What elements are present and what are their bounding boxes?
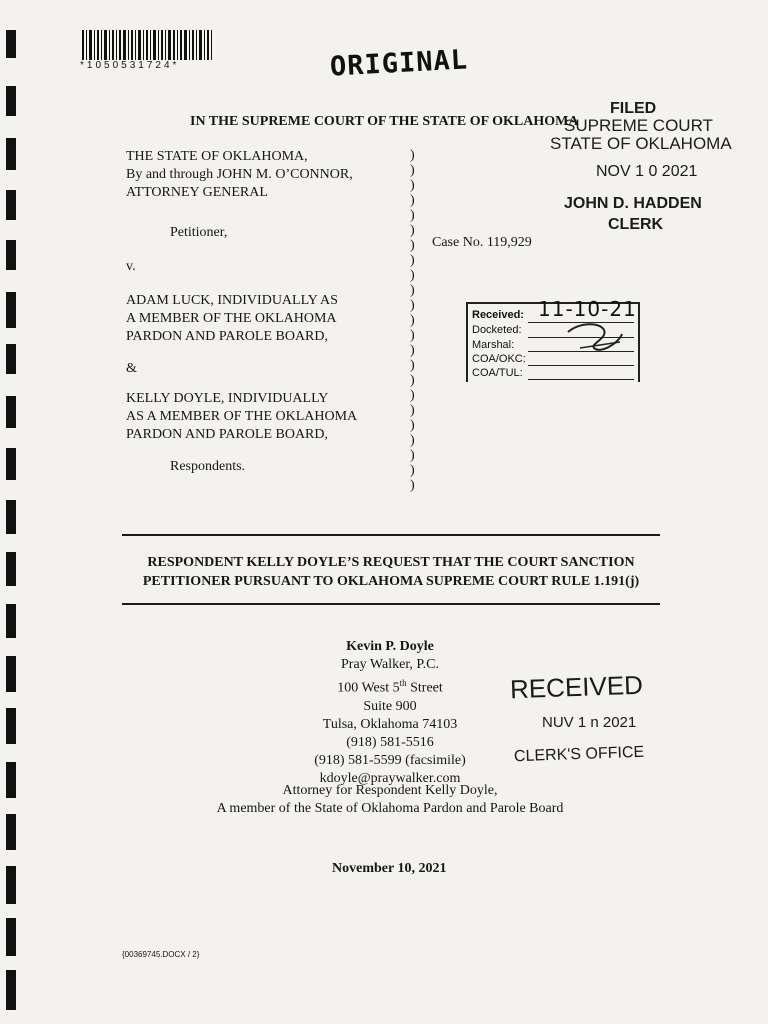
resp2-line1: KELLY DOYLE, INDIVIDUALLY: [126, 391, 329, 406]
court-heading: IN THE SUPREME COURT OF THE STATE OF OKLAHOMA: [190, 114, 579, 129]
received-stamp-title: RECEIVED: [509, 669, 644, 705]
filed-court: SUPREME COURT: [564, 116, 713, 135]
barcode-number: *1050531724*: [80, 60, 180, 71]
handwritten-initials: [560, 318, 630, 358]
attorney-email: kdoyle@praywalker.com: [319, 770, 461, 786]
docketed-label: Docketed:: [472, 324, 522, 336]
title-rule-top: [122, 534, 660, 536]
original-stamp: ORIGINAL: [329, 44, 469, 83]
attorney-fax: (918) 581-5599 (facsimile): [314, 752, 466, 768]
barcode: [82, 30, 212, 60]
filed-date: NOV 1 0 2021: [596, 163, 698, 180]
barcode-bars: [82, 30, 212, 60]
margin-mark: [6, 292, 16, 328]
margin-mark: [6, 448, 16, 480]
coa-okc-label: COA/OKC:: [472, 353, 526, 365]
title-line1: RESPONDENT KELLY DOYLE’S REQUEST THAT THE COURT SANCTION: [147, 555, 635, 570]
respondent-role: Respondents.: [170, 459, 246, 474]
margin-mark: [6, 918, 16, 956]
margin-mark: [6, 656, 16, 692]
margin-mark: [6, 708, 16, 744]
margin-mark: [6, 138, 16, 170]
margin-mark: [6, 866, 16, 904]
petitioner-line1: THE STATE OF OKLAHOMA,: [126, 149, 308, 164]
coa-tul-label: COA/TUL:: [472, 367, 523, 379]
petitioner-role: Petitioner,: [170, 225, 228, 240]
margin-mark: [6, 396, 16, 428]
resp1-line2: A MEMBER OF THE OKLAHOMA: [126, 311, 337, 326]
filed-clerk: CLERK: [608, 216, 664, 233]
docket-stamp: [466, 297, 640, 382]
filed-clerk-name: JOHN D. HADDEN: [564, 195, 702, 212]
title-line2: PETITIONER PURSUANT TO OKLAHOMA SUPREME COURT RULE 1.191(j): [142, 574, 640, 589]
margin-mark: [6, 190, 16, 220]
margin-mark: [6, 344, 16, 374]
attorney-phone: (918) 581-5516: [346, 734, 434, 750]
marshal-label: Marshal:: [472, 339, 515, 351]
margin-mark: [6, 604, 16, 638]
caption-divider: ) ) ) ) ) ) ) ) ) ) ) ) ) ) ) ) ) ) ) ) ) ) ): [410, 148, 415, 493]
attorney-name: Kevin P. Doyle: [346, 639, 434, 654]
margin-mark: [6, 552, 16, 586]
attorney-firm: Pray Walker, P.C.: [341, 657, 439, 672]
resp2-line2: AS A MEMBER OF THE OKLAHOMA: [126, 409, 358, 424]
margin-mark: [6, 814, 16, 850]
received-stamp-date: NUV 1 n 2021: [542, 714, 637, 731]
title-rule-bottom: [122, 603, 660, 605]
attorney-city: Tulsa, Oklahoma 74103: [322, 716, 458, 732]
attorney-street: 100 West 5th Street: [337, 678, 443, 696]
resp2-line3: PARDON AND PAROLE BOARD,: [126, 427, 329, 442]
ampersand: &: [126, 361, 137, 376]
filed-label: FILED: [610, 100, 657, 117]
document-title: [122, 553, 660, 591]
attorney-role-block: [150, 782, 630, 818]
received-label: Received:: [472, 309, 524, 321]
margin-mark: [6, 762, 16, 798]
filed-state: STATE OF OKLAHOMA: [550, 134, 732, 153]
petitioner-line3: ATTORNEY GENERAL: [126, 185, 268, 200]
received-value: 11-10-21: [538, 297, 637, 321]
margin-mark: [6, 30, 16, 58]
resp1-line3: PARDON AND PAROLE BOARD,: [126, 329, 329, 344]
received-stamp-office: CLERK'S OFFICE: [513, 743, 645, 766]
attorney-member: A member of the State of Oklahoma Pardon and Parole Board: [216, 801, 564, 816]
margin-mark: [6, 500, 16, 534]
attorney-suite: Suite 900: [363, 698, 417, 714]
attorney-role: Attorney for Respondent Kelly Doyle,: [282, 783, 498, 798]
document-date: November 10, 2021: [332, 861, 447, 876]
margin-mark: [6, 86, 16, 116]
petitioner-line2: By and through JOHN M. O’CONNOR,: [126, 167, 353, 182]
footer-doc-id: {00369745.DOCX / 2}: [122, 950, 200, 959]
margin-mark: [6, 240, 16, 270]
versus: v.: [126, 259, 136, 274]
caption-parties: [126, 148, 416, 476]
case-number: Case No. 119,929: [432, 235, 532, 250]
margin-mark: [6, 970, 16, 1010]
resp1-line1: ADAM LUCK, INDIVIDUALLY AS: [126, 293, 338, 308]
